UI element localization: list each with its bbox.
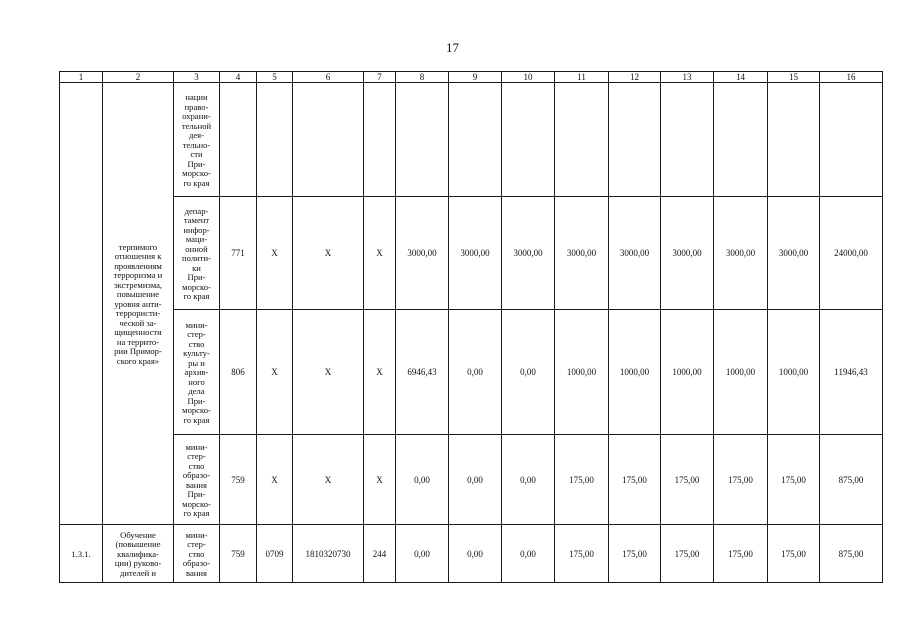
- value-cell: 0709: [257, 525, 293, 583]
- cell-text-line: квалифика-: [117, 548, 159, 559]
- cell-text-line: рии Примор-: [114, 346, 162, 357]
- value-cell: 875,00: [820, 435, 883, 525]
- cell-text-line: тельно-: [182, 139, 211, 150]
- item-number-cell: [60, 83, 103, 525]
- measure-name-cell: [103, 525, 174, 583]
- executor-cell: [174, 310, 220, 435]
- value-cell: 1000,00: [661, 310, 714, 435]
- cell-text-line: ство: [188, 460, 205, 471]
- value-cell: X: [293, 310, 364, 435]
- value-cell: 0,00: [502, 435, 555, 525]
- cell-text-line: уровня анти-: [114, 298, 162, 309]
- cell-text-line: экстремизма,: [113, 279, 163, 290]
- value-cell: 175,00: [555, 435, 609, 525]
- cell-text-line: (повышение: [115, 539, 161, 550]
- value-cell: [768, 83, 820, 197]
- value-cell: 0,00: [396, 435, 449, 525]
- column-number: 1: [60, 72, 103, 83]
- budget-table: [59, 71, 883, 583]
- value-cell: 3000,00: [714, 197, 768, 310]
- value-cell: 3000,00: [661, 197, 714, 310]
- cell-text-line: ство: [188, 548, 205, 559]
- value-cell: 3000,00: [502, 197, 555, 310]
- value-cell: 175,00: [609, 525, 661, 583]
- column-number: 2: [103, 72, 174, 83]
- column-number: 15: [768, 72, 820, 83]
- value-cell: [220, 83, 257, 197]
- cell-text-line: ческой за-: [119, 317, 157, 328]
- cell-text-line: го края: [183, 177, 210, 188]
- cell-text-line: стер-: [187, 451, 206, 461]
- cell-text-line: сти: [190, 149, 203, 159]
- column-number: 9: [449, 72, 502, 83]
- cell-text-line: ки: [192, 262, 201, 273]
- item-number: 1.3.1.: [71, 548, 91, 559]
- value-cell: [502, 83, 555, 197]
- cell-text-line: отношения к: [114, 251, 162, 262]
- cell-text-line: щищенности: [114, 327, 162, 338]
- value-cell: 0,00: [449, 525, 502, 583]
- cell-text-line: нации: [185, 92, 208, 102]
- value-cell: 875,00: [820, 525, 883, 583]
- cell-text-line: терроризма и: [113, 270, 163, 281]
- cell-text-line: При-: [187, 489, 206, 499]
- column-number: 16: [820, 72, 883, 83]
- value-cell: [364, 83, 396, 197]
- executor-cell: [174, 197, 220, 310]
- value-cell: 24000,00: [820, 197, 883, 310]
- cell-text-line: морско-: [182, 281, 211, 292]
- cell-text-line: дителей и: [120, 567, 156, 578]
- cell-text-line: на террито-: [116, 336, 160, 347]
- cell-text-line: вания: [186, 567, 207, 578]
- cell-text-line: маци-: [185, 234, 208, 244]
- value-cell: [714, 83, 768, 197]
- cell-text-line: ного: [188, 376, 205, 387]
- value-cell: X: [293, 435, 364, 525]
- value-cell: X: [257, 197, 293, 310]
- cell-text-line: терпимого: [118, 241, 158, 252]
- cell-text-line: образо-: [182, 470, 211, 480]
- column-number: 6: [293, 72, 364, 83]
- value-cell: [820, 83, 883, 197]
- cell-text-line: морско-: [182, 498, 211, 509]
- value-cell: X: [257, 435, 293, 525]
- value-cell: 175,00: [555, 525, 609, 583]
- value-cell: 0,00: [502, 525, 555, 583]
- cell-text-line: мини-: [185, 319, 208, 330]
- cell-text-line: охрани-: [182, 111, 211, 121]
- value-cell: 3000,00: [609, 197, 661, 310]
- value-cell: X: [293, 197, 364, 310]
- value-cell: 3000,00: [396, 197, 449, 310]
- cell-text-line: тельной: [181, 120, 212, 131]
- value-cell: X: [364, 435, 396, 525]
- cell-text-line: право-: [184, 101, 209, 112]
- value-cell: 244: [364, 525, 396, 583]
- value-cell: X: [364, 197, 396, 310]
- item-number-cell: [60, 525, 103, 583]
- value-cell: 1810320730: [293, 525, 364, 583]
- cell-text-line: ского края»: [116, 355, 160, 366]
- cell-text-line: При-: [187, 395, 206, 406]
- value-cell: [396, 83, 449, 197]
- value-cell: 6946,43: [396, 310, 449, 435]
- column-number: 13: [661, 72, 714, 83]
- value-cell: 175,00: [661, 525, 714, 583]
- cell-text-line: дела: [188, 386, 205, 397]
- cell-text-line: повышение: [116, 289, 160, 300]
- table-row: [60, 310, 883, 435]
- executor-cell: [174, 435, 220, 525]
- cell-text-line: тамент: [183, 215, 210, 225]
- column-number: 12: [609, 72, 661, 83]
- value-cell: 759: [220, 525, 257, 583]
- value-cell: 3000,00: [449, 197, 502, 310]
- column-number: 14: [714, 72, 768, 83]
- value-cell: X: [364, 310, 396, 435]
- cell-text-line: морско-: [182, 405, 211, 416]
- cell-text-line: Обучение: [120, 529, 156, 540]
- cell-text-line: мини-: [185, 529, 208, 540]
- cell-text-line: ство: [188, 338, 205, 349]
- cell-text-line: При-: [187, 158, 206, 169]
- table-row: [60, 525, 883, 583]
- value-cell: 3000,00: [768, 197, 820, 310]
- cell-text-line: депар-: [184, 205, 209, 216]
- cell-text-line: ры и: [188, 357, 205, 368]
- cell-text-line: архив-: [184, 367, 209, 378]
- cell-text-line: проявлениям: [114, 260, 162, 271]
- value-cell: 0,00: [449, 435, 502, 525]
- value-cell: [555, 83, 609, 197]
- value-cell: 175,00: [768, 525, 820, 583]
- cell-text-line: стер-: [187, 329, 206, 340]
- cell-text-line: онной: [185, 243, 208, 254]
- value-cell: 0,00: [396, 525, 449, 583]
- column-number: 10: [502, 72, 555, 83]
- value-cell: [609, 83, 661, 197]
- value-cell: [293, 83, 364, 197]
- column-number: 7: [364, 72, 396, 83]
- value-cell: 175,00: [661, 435, 714, 525]
- column-number: 11: [555, 72, 609, 83]
- table-row: [60, 197, 883, 310]
- value-cell: [449, 83, 502, 197]
- value-cell: 0,00: [449, 310, 502, 435]
- page-number: 17: [446, 40, 459, 55]
- table-row: [60, 435, 883, 525]
- value-cell: 1000,00: [768, 310, 820, 435]
- cell-text-line: образо-: [182, 558, 211, 569]
- value-cell: 806: [220, 310, 257, 435]
- value-cell: 1000,00: [555, 310, 609, 435]
- value-cell: 11946,43: [820, 310, 883, 435]
- column-number-row: [60, 72, 883, 83]
- cell-text-line: дея-: [188, 130, 204, 140]
- cell-text-line: культу-: [183, 348, 210, 359]
- cell-text-line: го края: [183, 291, 210, 301]
- value-cell: 175,00: [714, 525, 768, 583]
- cell-text-line: ции) руково-: [114, 558, 162, 569]
- value-cell: 1000,00: [609, 310, 661, 435]
- cell-text-line: стер-: [187, 539, 206, 550]
- executor-cell: [174, 83, 220, 197]
- column-number: 5: [257, 72, 293, 83]
- cell-text-line: мини-: [185, 441, 208, 452]
- value-cell: 3000,00: [555, 197, 609, 310]
- value-cell: 771: [220, 197, 257, 310]
- cell-text-line: полити-: [182, 253, 211, 263]
- cell-text-line: При-: [187, 272, 206, 282]
- value-cell: 1000,00: [714, 310, 768, 435]
- value-cell: 0,00: [502, 310, 555, 435]
- column-number: 3: [174, 72, 220, 83]
- value-cell: 759: [220, 435, 257, 525]
- cell-text-line: морско-: [182, 168, 211, 178]
- cell-text-line: го края: [183, 414, 210, 425]
- column-number: 4: [220, 72, 257, 83]
- value-cell: 175,00: [768, 435, 820, 525]
- cell-text-line: террористи-: [115, 308, 161, 319]
- value-cell: 175,00: [714, 435, 768, 525]
- value-cell: [257, 83, 293, 197]
- cell-text-line: инфор-: [183, 224, 210, 235]
- cell-text-line: го края: [183, 508, 210, 518]
- cell-text-line: вания: [186, 479, 207, 490]
- value-cell: [661, 83, 714, 197]
- executor-cell: [174, 525, 220, 583]
- measure-name-cell: [103, 83, 174, 525]
- value-cell: X: [257, 310, 293, 435]
- column-number: 8: [396, 72, 449, 83]
- value-cell: 175,00: [609, 435, 661, 525]
- table-row: [60, 83, 883, 197]
